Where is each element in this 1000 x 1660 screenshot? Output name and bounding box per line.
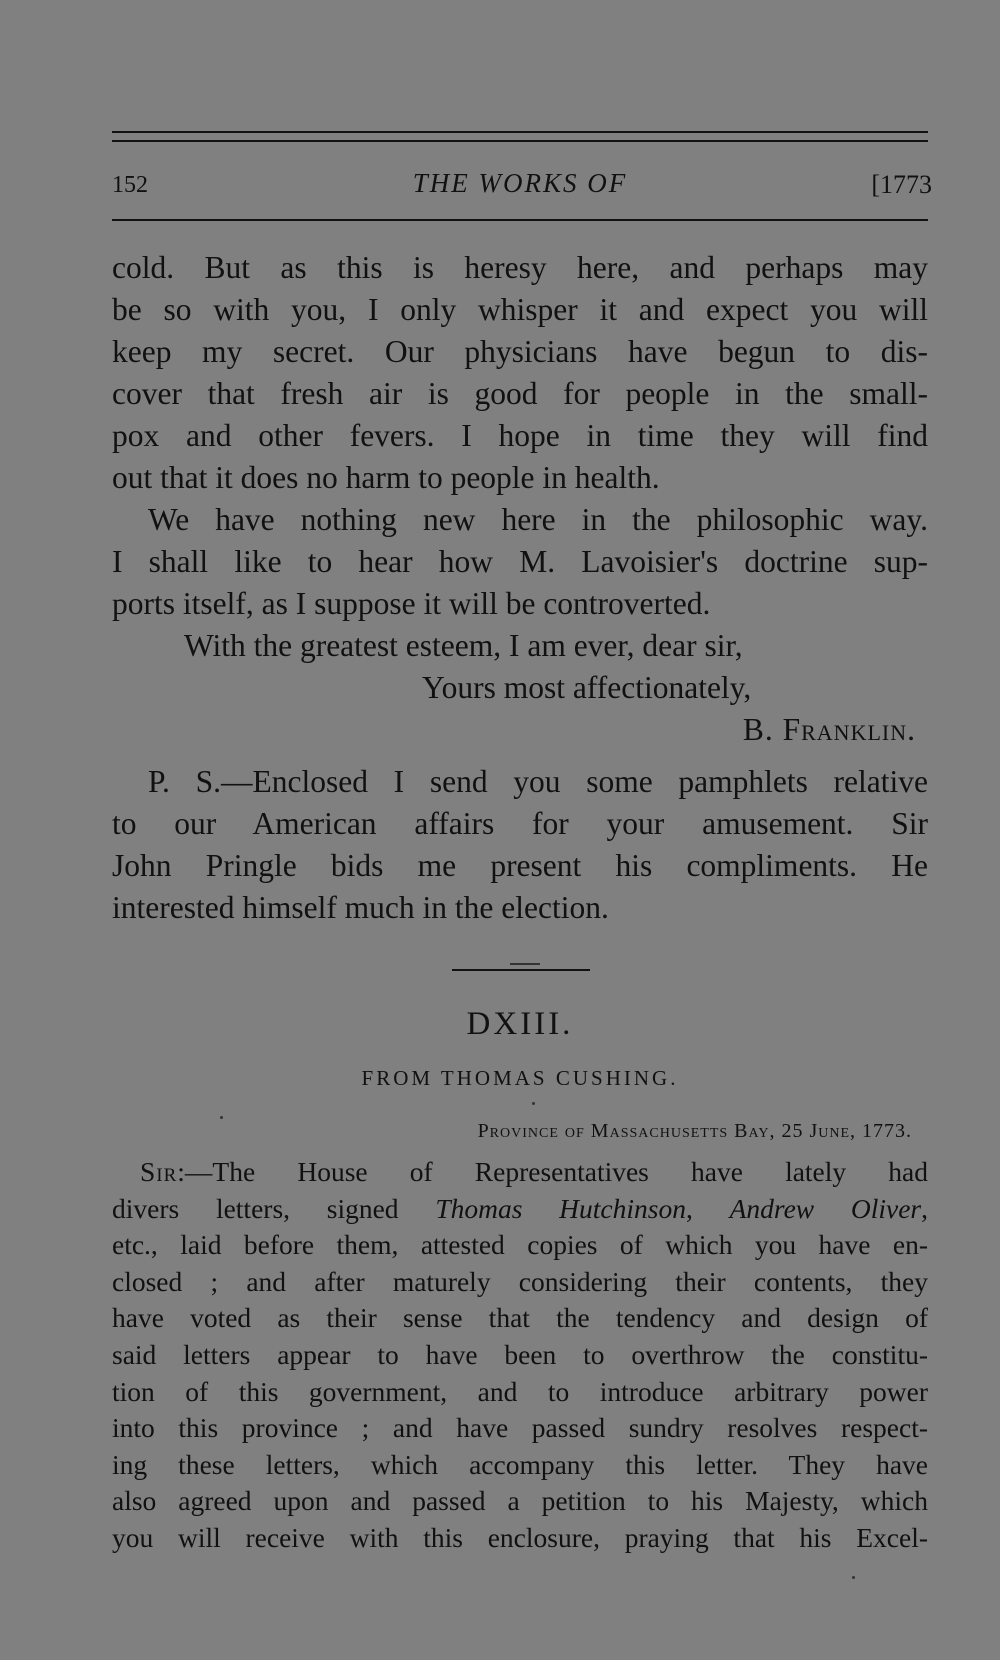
section-divider: [452, 969, 590, 971]
text-line: said letters appear to have been to overthrow the constitu-: [112, 1338, 928, 1370]
print-speck: [220, 1116, 223, 1119]
print-speck: [852, 1576, 855, 1579]
text-line: also agreed upon and passed a petition to his Majesty, which: [112, 1485, 928, 1517]
letter-author: FROM THOMAS CUSHING.: [361, 1066, 679, 1090]
text-line: tion of this government, and to introduce arbitrary power: [112, 1375, 928, 1407]
text-line: ing these letters, which accompany this letter. They have: [112, 1448, 928, 1480]
text-fragment: ,: [921, 1192, 928, 1224]
text-fragment: :—The House of Representatives have lately had: [177, 1156, 928, 1187]
page-number: 152: [112, 172, 148, 198]
text-line: into this province ; and have passed sundry resolves respect-: [112, 1412, 928, 1444]
text-line: interested himself much in the election.: [112, 890, 609, 925]
complimentary-close: Yours most affectionately,: [422, 670, 752, 705]
text-line: [112, 1191, 928, 1228]
text-fragment: divers letters, signed: [112, 1192, 399, 1224]
text-line: be so with you, I only whisper it and expect you will: [112, 292, 928, 327]
text-line: to our American affairs for your amusement. Sir: [112, 806, 928, 841]
header-rule-top-inner: [112, 140, 928, 142]
letter-number: DXIII.: [466, 1006, 574, 1042]
text-line: closed ; and after maturely considering their contents, they: [112, 1265, 928, 1297]
text-line: John Pringle bids me present his compliments. He: [112, 848, 928, 883]
book-page: [112, 0, 932, 1660]
print-speck: [532, 1102, 535, 1105]
header-rule-bottom: [112, 219, 928, 221]
text-line: keep my secret. Our physicians have begun to dis-: [112, 334, 928, 369]
dateline: Province of Massachusetts Bay, 25 June, 1773.: [477, 1120, 912, 1142]
text-line: cold. But as this is heresy here, and perhaps may: [112, 250, 928, 285]
text-line: have voted as their sense that the tendency and design of: [112, 1302, 928, 1334]
running-head: [112, 168, 932, 204]
text-fragment: ,: [685, 1192, 693, 1224]
new-letter-body: [112, 1154, 928, 1557]
text-line: out that it does no harm to people in health.: [112, 460, 660, 495]
header-rule-top: [112, 131, 928, 133]
signature: B. Franklin.: [742, 712, 916, 747]
text-line: [112, 1154, 928, 1191]
text-line: etc., laid before them, attested copies of which you have en-: [112, 1229, 928, 1261]
previous-letter: [112, 247, 928, 929]
text-line: you will receive with this enclosure, praying that his Excel-: [112, 1521, 928, 1553]
paragraph: [112, 247, 928, 499]
text-line: P. S.—Enclosed I send you some pamphlets relative: [148, 764, 928, 799]
running-year: [1773: [871, 170, 932, 199]
running-title: THE WORKS OF: [412, 168, 628, 198]
italic-name: Thomas Hutchinson: [435, 1192, 686, 1224]
closing-line: With the greatest esteem, I am ever, dear sir,: [184, 628, 743, 663]
text-line: pox and other fevers. I hope in time they will find: [112, 418, 928, 453]
salutation: Sir: [140, 1156, 178, 1187]
text-line: We have nothing new here in the philosophic way.: [148, 502, 928, 537]
text-line: ports itself, as I suppose it will be controverted.: [112, 586, 711, 621]
text-line: cover that fresh air is good for people in the small-: [112, 376, 928, 411]
paragraph: [112, 499, 928, 625]
section-divider-accent: [510, 963, 540, 965]
postscript: [112, 761, 928, 929]
text-line: I shall like to hear how M. Lavoisier's doctrine sup-: [112, 544, 928, 579]
italic-name: Andrew Oliver: [729, 1192, 922, 1224]
